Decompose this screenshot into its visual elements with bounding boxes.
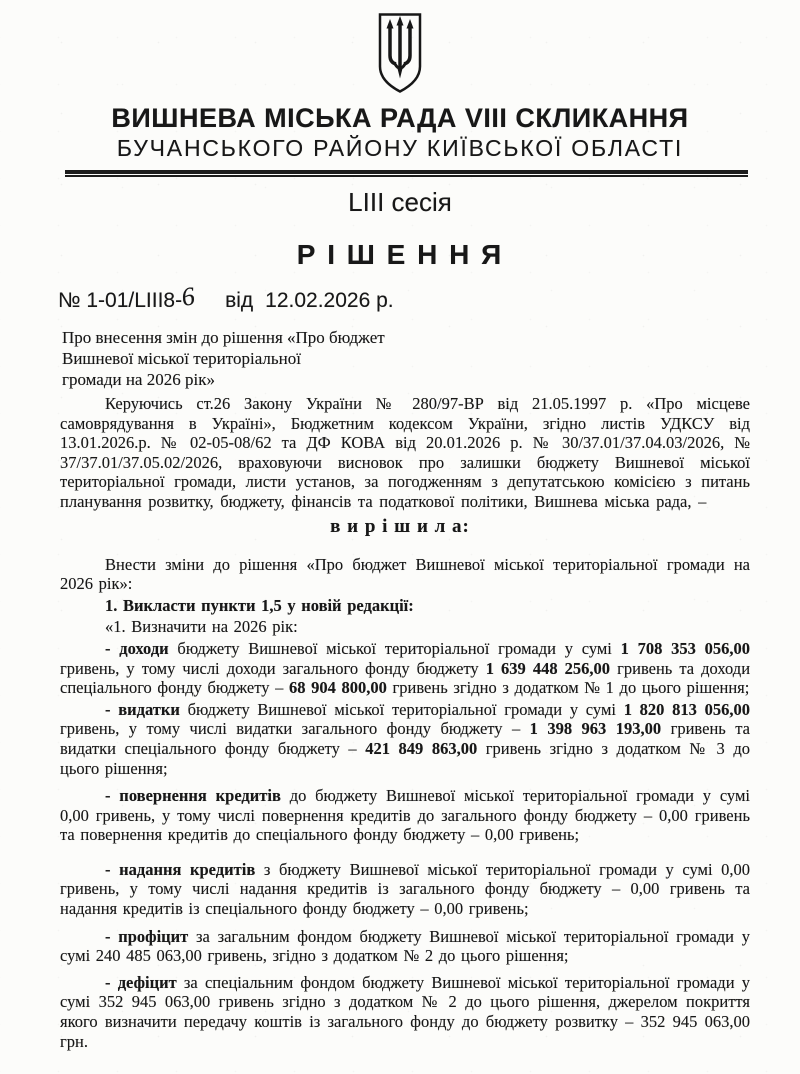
ukraine-trident-icon: [375, 10, 425, 96]
subject-line: громади на 2026 рік»: [62, 370, 215, 389]
subject-block: [62, 327, 750, 390]
handwritten-number: 6: [179, 281, 197, 312]
paragraph-item1-header: 1. Викласти пункти 1,5 у новій редакції:: [105, 595, 414, 615]
document-date: 12.02.2026 р.: [265, 289, 394, 312]
emblem-container: [0, 0, 800, 98]
paragraph-loan-returns: - повернення кредитів до бюджету Вишневої міської територіальної громади у сумі 0,00 гривень, у тому числі повернення кредитів до загального фонду бюджету – 0,00 гривень та повернення кредитів до спеціального фонду бюджету – 0,00 гривень;: [60, 786, 750, 845]
document-type-title: Р І Ш Е Н Н Я: [296, 239, 504, 270]
paragraph-revenues: - доходи бюджету Вишневої міської територіальної громади у сумі 1 708 353 056,00 гривень, у тому числі доходи загального фонду бюджету 1 639 448 256,00 гривень та доходи спеціального фонду бюджету – 68 904 800,00 гривень згідно з додатком № 1 до цього рішення;: [60, 638, 751, 698]
paragraph-loan-grants: - надання кредитів з бюджету Вишневої міської територіальної громади у сумі 0,00 гривень, у тому числі надання кредитів із загального фонду бюджету – 0,00 гривень та надання кредитів із спеціального фонду бюджету – 0,00 гривень;: [60, 859, 751, 919]
document-number-prefix: № 1-01/LIII8-: [58, 289, 183, 312]
paragraph-deficit: - дефіцит за спеціальним фондом бюджету Вишневої міської територіальної громади у сумі 352 945 063,00 гривень згідно з додатком № 2 до цього рішення, джерелом покриття якого визначити передачу коштів із загального фонду до бюджету розвитку – 352 945 063,00 грн.: [60, 972, 750, 1051]
document-number-line: [58, 281, 800, 315]
paragraph-surplus: - профіцит за загальним фондом бюджету Вишневої міської територіальної громади у сумі 240 485 063,00 гривень, згідно з додатком № 2 до цього рішення;: [60, 926, 750, 966]
session-title: LIII сесія: [348, 187, 452, 217]
preamble-paragraph: Керуючись ст.26 Закону України № 280/97-ВР від 21.05.1997 р. «Про місцеве самоврядування в Україні», Бюджетним кодексом України, згідно листів УДКСУ від 13.01.2026.р. № 02-05-08/62 та ДФ КОВА від 20.01.2026 р. № 30/37.01/37.04.03/2026, № 37/37.01/37.05.02/2026, враховуючи висновок про залишки бюджету Вишневої міської територіальної громади, листи установ, за погодженням з депутатською комісією з питань планування розвитку, бюджету, фінансів та податкової політики, Вишнева міська рада, –: [60, 394, 750, 511]
subject-line: Про внесення змін до рішення «Про бюджет: [62, 328, 385, 347]
paragraph-define-2026: «1. Визначити на 2026 рік:: [105, 617, 298, 637]
council-title: ВИШНЕВА МІСЬКА РАДА VIII СКЛИКАННЯ: [111, 103, 689, 133]
paragraph-expenditures: - видатки бюджету Вишневої міської територіальної громади у сумі 1 820 813 056,00 гривень, у тому числі видатки загального фонду бюджету – 1 398 963 193,00 гривень та видатки спеціального фонду бюджету – 421 849 863,00 гривень згідно з додатком № 3 до цього рішення;: [60, 699, 751, 778]
resolved-label: в и р і ш и л а:: [330, 515, 470, 537]
date-label: від: [225, 289, 254, 312]
paragraph-amend-intro: Внести зміни до рішення «Про бюджет Вишневої міської територіальної громади на 2026 рік»:: [60, 554, 750, 594]
subject-line: Вишневої міської територіальної: [62, 349, 301, 368]
council-subtitle: БУЧАНСЬКОГО РАЙОНУ КИЇВСЬКОЇ ОБЛАСТІ: [116, 135, 684, 161]
header-double-rule: [65, 170, 748, 177]
